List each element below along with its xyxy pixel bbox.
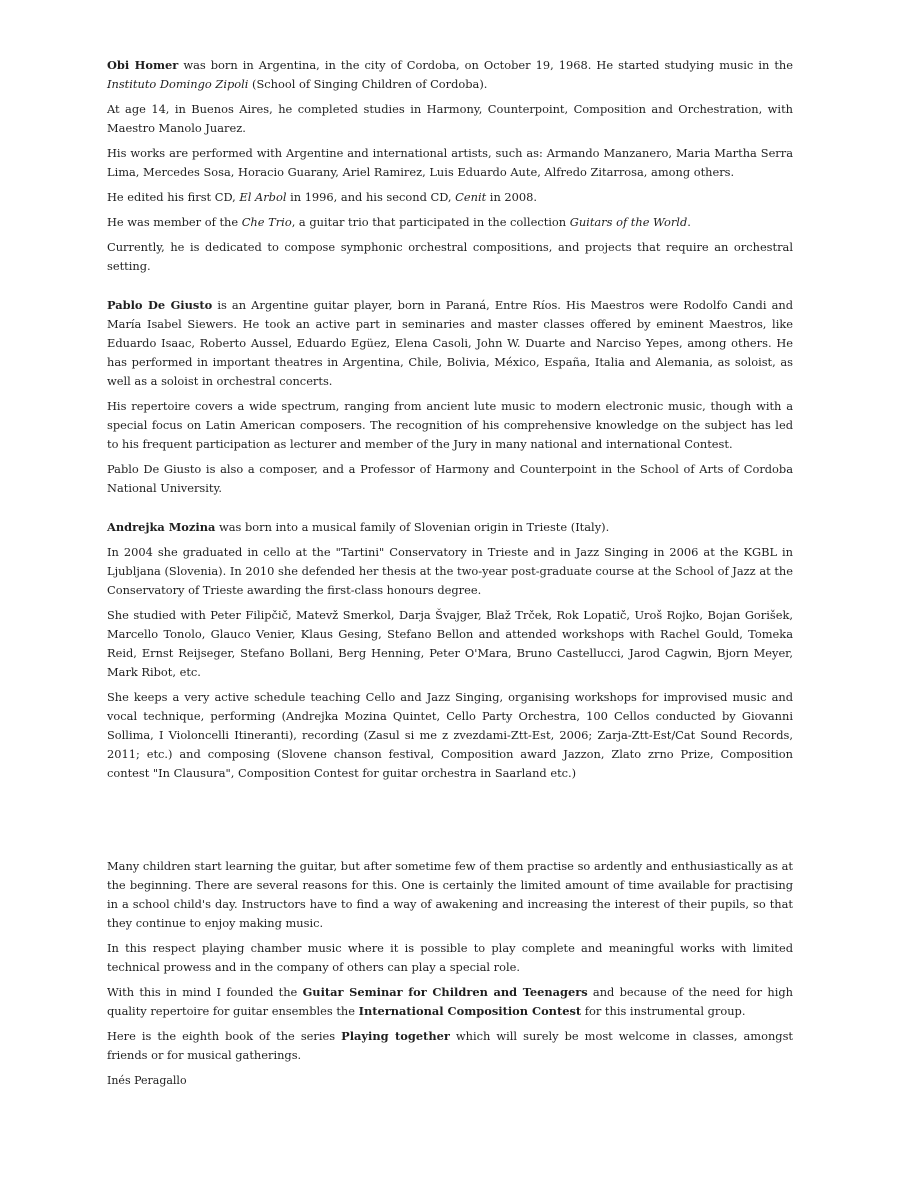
bio-paragraph: His repertoire covers a wide spectrum, ranging from ancient lute music to modern electronic music, though with a special focus on Latin American composers. The recognition of his comprehensive knowledge on the subject has led to his frequent participation as lecturer and member of the Jury in many national and international Contest. bbox=[107, 399, 793, 451]
bio-paragraph: Currently, he is dedicated to compose symphonic orchestral compositions, and projects that require an orchestral setting. bbox=[107, 240, 793, 273]
bio-paragraph bbox=[107, 188, 793, 207]
introduction bbox=[107, 857, 793, 1090]
trio-name: Che Trio bbox=[241, 215, 292, 229]
bio-paragraph bbox=[107, 518, 793, 537]
text: With this in mind I founded the bbox=[107, 985, 303, 999]
bio-paragraph: At age 14, in Buenos Aires, he completed studies in Harmony, Counterpoint, Composition and Orchestration, with Maestro Manolo Juarez. bbox=[107, 102, 793, 135]
seminar-name: Guitar Seminar for Children and Teenagers bbox=[302, 985, 588, 999]
text: in 1996, and his second CD, bbox=[286, 190, 456, 204]
intro-paragraph: In this respect playing chamber music where it is possible to play complete and meaningful works with limited technical prowess and in the company of others can play a special role. bbox=[107, 941, 793, 974]
bio-paragraph: Pablo De Giusto is also a composer, and a Professor of Harmony and Counterpoint in the School of Arts of Cordoba National University. bbox=[107, 462, 793, 495]
text: Here is the eighth book of the series bbox=[107, 1029, 342, 1043]
bio-paragraph: In 2004 she graduated in cello at the "Tartini" Conservatory in Trieste and in Jazz Singing in 2006 at the KGBL in Ljubljana (Slovenia). In 2010 she defended her thesis at the two-year post-graduate course at the School of Jazz at the Conservatory of Trieste awarding the first-class honours degree. bbox=[107, 545, 793, 597]
signature: Inés Peragallo bbox=[107, 1074, 187, 1087]
intro-paragraph: Many children start learning the guitar, but after sometime few of them practise so ardently and enthusiastically as at the beginning. There are several reasons for this. One is certainly the limited amount of time available for practising in a school child's day. Instructors have to find a way of awakening and increasing the interest of their pupils, so that they continue to enjoy making music. bbox=[107, 859, 793, 930]
intro-paragraph bbox=[107, 1027, 793, 1065]
text: was born into a musical family of Slovenian origin in Trieste (Italy). bbox=[215, 520, 610, 534]
institution-name: Instituto Domingo Zipoli bbox=[107, 77, 249, 91]
bio-paragraph: She studied with Peter Filipčič, Matevž Smerkol, Darja Švajger, Blaž Trček, Rok Lopatič, Uroš Rojko, Bojan Gorišek, Marcello Tonolo, Glauco Venier, Klaus Gesing, Stefano Bellon and attended workshops with Rachel Gould, Tomeka Reid, Ernst Reijseger, Stefano Bollani, Berg Henning, Peter O'Mara, Bruno Castellucci, Jarod Cagwin, Bjorn Meyer, Mark Ribot, etc. bbox=[107, 608, 793, 679]
text: . bbox=[687, 215, 691, 229]
text: was born in Argentina, in the city of Cordoba, on October 19, 1968. He started studying music in the bbox=[178, 58, 793, 72]
text: He was member of the bbox=[107, 215, 242, 229]
text: for this instrumental group. bbox=[581, 1004, 746, 1018]
text: , a guitar trio that participated in the collection bbox=[291, 215, 570, 229]
text: (School of Singing Children of Cordoba). bbox=[248, 77, 488, 91]
bio-paragraph: She keeps a very active schedule teaching Cello and Jazz Singing, organising workshops for improvised music and vocal technique, performing (Andrejka Mozina Quintet, Cello Party Orchestra, 100 Cellos conducted by Giovanni Sollima, I Violoncelli Itineranti), recording (Zasul si me z zvezdami-Ztt-Est, 2006; Zarja-Ztt-Est/Cat Sound Records, 2011; etc.) and composing (Slovene chanson festival, Composition award Jazzon, Zlato zrno Prize, Composition contest "In Clausura", Composition Contest for guitar orchestra in Saarland etc.) bbox=[107, 690, 793, 780]
person-name: Obi Homer bbox=[107, 58, 179, 72]
bio-paragraph bbox=[107, 56, 793, 94]
text: is an Argentine guitar player, born in Paraná, Entre Ríos. His Maestros were Rodolfo Candi and María Isabel Siewers. He took an active part in seminaries and master classes offered by eminent Maestros, like Eduardo Isaac, Roberto Aussel, Eduardo Egüez, Elena Casoli, John W. Duarte and Narciso Yepes, among others. He has performed in important theatres in Argentina, Chile, Bolivia, México, España, Italia and Alemania, as soloist, as well as a soloist in orchestral concerts. bbox=[107, 298, 793, 388]
collection-name: Guitars of the World bbox=[569, 215, 688, 229]
text: which will surely be most welcome in classes, amongst friends or for musical gatherings. bbox=[107, 1029, 793, 1062]
document-page bbox=[107, 56, 793, 1096]
series-name: Playing together bbox=[341, 1029, 450, 1043]
cd-title: Cenit bbox=[455, 190, 487, 204]
bio-paragraph: His works are performed with Argentine and international artists, such as: Armando Manzanero, Maria Martha Serra Lima, Mercedes Sosa, Horacio Guarany, Ariel Ramirez, Luis Eduardo Aute, Alfredo Zitarrosa, among others. bbox=[107, 146, 793, 179]
cd-title: El Arbol bbox=[239, 190, 287, 204]
intro-paragraph bbox=[107, 983, 793, 1021]
bio-andrejka-mozina bbox=[107, 518, 793, 783]
contest-name: International Composition Contest bbox=[358, 1004, 582, 1018]
bio-paragraph bbox=[107, 213, 793, 232]
text: and because of the need for high quality repertoire for guitar ensembles the bbox=[107, 985, 793, 1018]
section-spacer bbox=[107, 803, 793, 857]
bio-paragraph bbox=[107, 296, 793, 391]
bio-obi-homer bbox=[107, 56, 793, 276]
text: in 2008. bbox=[486, 190, 538, 204]
person-name: Andrejka Mozina bbox=[107, 520, 216, 534]
person-name: Pablo De Giusto bbox=[107, 298, 213, 312]
bio-pablo-de-giusto bbox=[107, 296, 793, 498]
text: He edited his first CD, bbox=[107, 190, 240, 204]
